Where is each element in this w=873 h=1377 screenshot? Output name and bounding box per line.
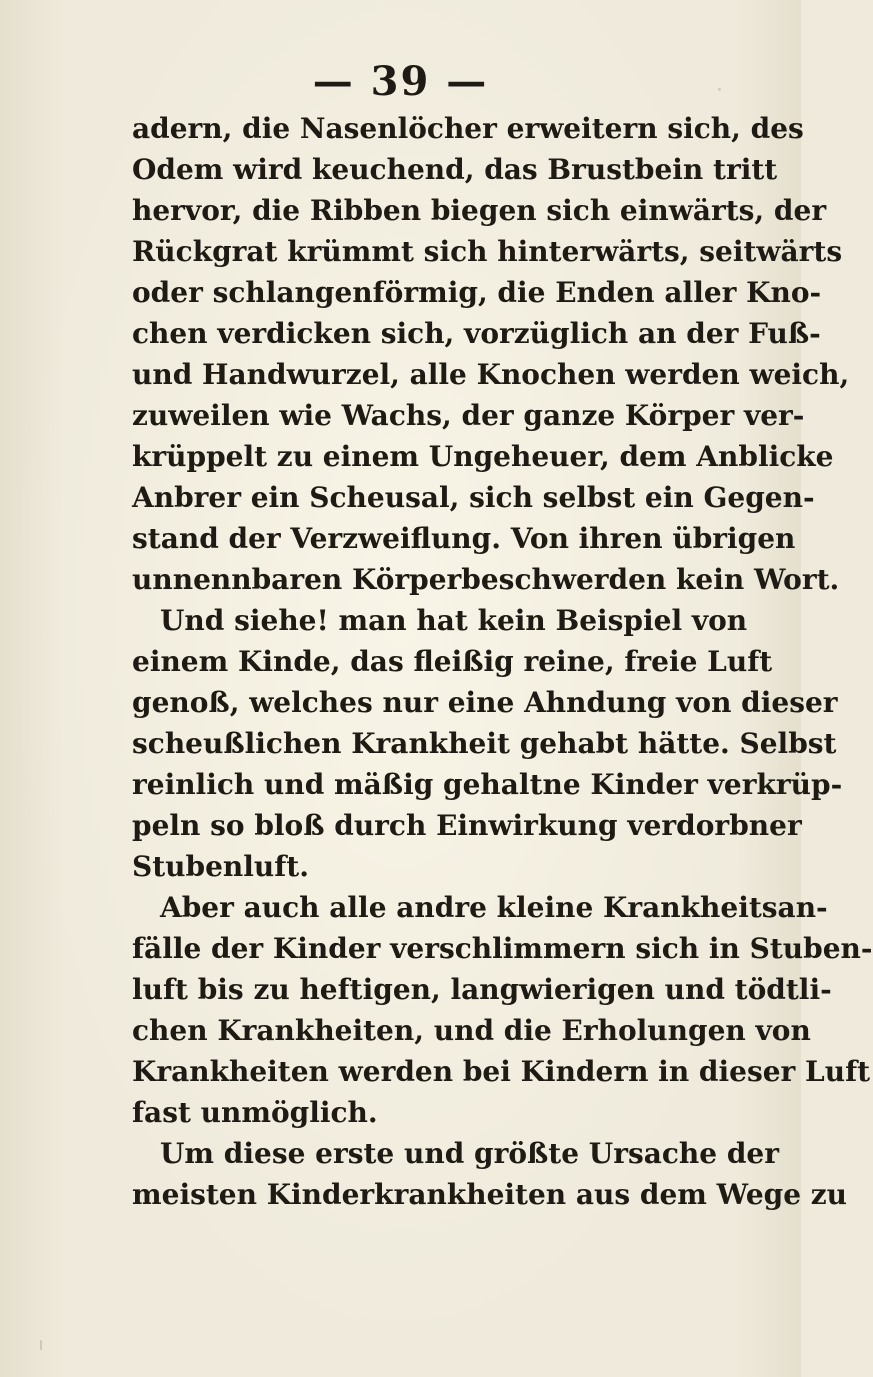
text-line: unnennbaren Körperbeschwerden kein Wort. — [132, 563, 840, 596]
text-line: chen verdicken sich, vorzüglich an der Fuß- — [132, 317, 821, 350]
text-line: krüppelt zu einem Ungeheuer, dem Anblicke — [132, 440, 834, 473]
page-number-header: — 39 — — [312, 58, 489, 105]
paper-speck — [718, 88, 721, 91]
text-line: Stubenluft. — [132, 850, 309, 883]
text-line: meisten Kinderkrankheiten aus dem Wege zu — [132, 1178, 848, 1211]
text-line: zuweilen wie Wachs, der ganze Körper ver- — [132, 399, 805, 432]
text-line: einem Kinde, das fleißig reine, freie Luft — [132, 645, 773, 678]
text-line: Anbrer ein Scheusal, sich selbst ein Gegen- — [132, 481, 815, 514]
paper-speck — [690, 790, 693, 792]
text-line: fast unmöglich. — [132, 1096, 378, 1129]
text-line: Rückgrat krümmt sich hinterwärts, seitwärts — [132, 235, 843, 268]
text-line: Und siehe! man hat kein Beispiel von — [160, 604, 748, 637]
text-line: scheußlichen Krankheit gehabt hätte. Selbst — [132, 727, 837, 760]
body-text — [132, 108, 873, 1215]
text-line: Aber auch alle andre kleine Krankheitsan- — [160, 891, 828, 924]
text-line: Odem wird keuchend, das Brustbein tritt — [132, 153, 778, 186]
text-line: peln so bloß durch Einwirkung verdorbner — [132, 809, 802, 842]
paper-speck — [792, 498, 794, 500]
text-line: reinlich und mäßig gehaltne Kinder verkrüp- — [132, 768, 843, 801]
paper-speck — [40, 1340, 42, 1350]
text-line: luft bis zu heftigen, langwierigen und tödtli- — [132, 973, 832, 1006]
text-line: stand der Verzweiflung. Von ihren übrigen — [132, 522, 796, 555]
text-line: fälle der Kinder verschlimmern sich in Stuben- — [132, 932, 873, 965]
text-line: hervor, die Ribben biegen sich einwärts, der — [132, 194, 827, 227]
text-line: oder schlangenförmig, die Enden aller Kno- — [132, 276, 822, 309]
text-line: genoß, welches nur eine Ahndung von dieser — [132, 686, 838, 719]
text-line: adern, die Nasenlöcher erweitern sich, des — [132, 112, 804, 145]
text-line: Um diese erste und größte Ursache der — [160, 1137, 779, 1170]
text-line: und Handwurzel, alle Knochen werden weich, — [132, 358, 850, 391]
text-line: chen Krankheiten, und die Erholungen von — [132, 1014, 811, 1047]
text-line: Krankheiten werden bei Kindern in dieser Luft — [132, 1055, 871, 1088]
